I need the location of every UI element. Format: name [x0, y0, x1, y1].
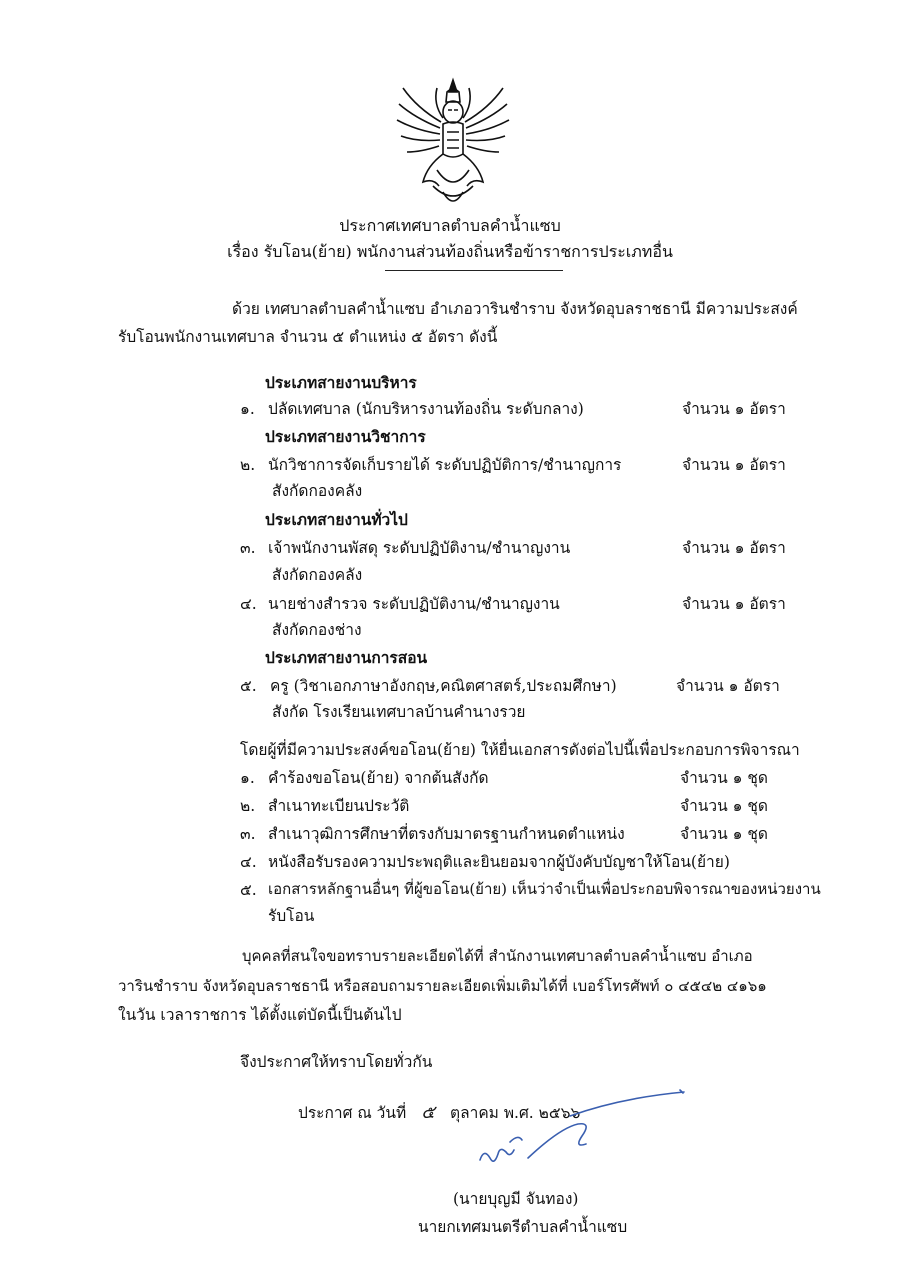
document-quantity: จำนวน ๑ ชุด [680, 825, 768, 843]
position-title: ครู (วิชาเอกภาษาอังกฤษ,คณิตศาสตร์,ประถมศึกษา) [270, 677, 617, 695]
position-title: ปลัดเทศบาล (นักบริหารงานท้องถิ่น ระดับกลาง) [268, 400, 584, 418]
document-number: ๓. [240, 825, 256, 843]
intro-line-2: รับโอนพนักงานเทศบาล จำนวน ๕ ตำแหน่ง ๕ อัตรา ดังนี้ [118, 328, 498, 346]
announcement-title: ประกาศเทศบาลตำบลคำน้ำแซบ [339, 216, 561, 235]
document-number: ๒. [240, 797, 256, 815]
closing-statement: จึงประกาศให้ทราบโดยทั่วกัน [240, 1053, 433, 1071]
contact-line-1: บุคคลที่สนใจขอทราบรายละเอียดได้ที่ สำนักงานเทศบาลตำบลคำน้ำแซบ อำเภอ [242, 947, 753, 965]
document-number: ๕. [240, 881, 257, 899]
document-number: ๔. [240, 853, 257, 871]
category-admin: ประเภทสายงานบริหาร [265, 373, 417, 392]
date-day-handwritten: ๕ [421, 1102, 435, 1123]
position-number: ๔. [240, 595, 257, 613]
title-divider [385, 270, 563, 271]
position-title: นายช่างสำรวจ ระดับปฏิบัติงาน/ชำนาญงาน [268, 595, 560, 613]
position-quantity: จำนวน ๑ อัตรา [682, 539, 786, 557]
position-quantity: จำนวน ๑ อัตรา [682, 400, 786, 418]
document-quantity: จำนวน ๑ ชุด [680, 797, 768, 815]
document-text: คำร้องขอโอน(ย้าย) จากต้นสังกัด [268, 769, 489, 787]
document-text-continued: รับโอน [268, 907, 315, 925]
category-general: ประเภทสายงานทั่วไป [265, 510, 408, 529]
document-text: เอกสารหลักฐานอื่นๆ ที่ผู้ขอโอน(ย้าย) เห็นว่าจำเป็นเพื่อประกอบพิจารณาของหน่วยงาน [268, 880, 821, 898]
position-number: ๕. [240, 677, 257, 695]
category-teaching: ประเภทสายงานการสอน [265, 648, 428, 667]
position-quantity: จำนวน ๑ อัตรา [682, 595, 786, 613]
position-number: ๓. [240, 539, 256, 557]
position-department: สังกัดกองคลัง [272, 482, 363, 500]
intro-line-1: ด้วย เทศบาลตำบลคำน้ำแซบ อำเภอวารินชำราบ จังหวัดอุบลราชธานี มีความประสงค์ [232, 300, 798, 318]
position-title: นักวิชาการจัดเก็บรายได้ ระดับปฏิบัติการ/ชำนาญการ [268, 456, 622, 474]
contact-line-2: วารินชำราบ จังหวัดอุบลราชธานี หรือสอบถามรายละเอียดเพิ่มเติมได้ที่ เบอร์โทรศัพท์ ๐ ๔๕๔๒ ๔๑๖๑ [118, 977, 767, 995]
document-text: สำเนาวุฒิการศึกษาที่ตรงกับมาตรฐานกำหนดตำแหน่ง [268, 825, 625, 843]
announcement-subject: เรื่อง รับโอน(ย้าย) พนักงานส่วนท้องถิ่นหรือข้าราชการประเภทอื่น [227, 242, 673, 261]
position-department: สังกัดกองคลัง [272, 566, 363, 584]
position-quantity: จำนวน ๑ อัตรา [682, 456, 786, 474]
signatory-name: (นายบุญมี จันทอง) [453, 1190, 579, 1208]
document-text: หนังสือรับรองความประพฤติและยินยอมจากผู้บังคับบัญชาให้โอน(ย้าย) [268, 853, 730, 871]
documents-intro: โดยผู้ที่มีความประสงค์ขอโอน(ย้าย) ให้ยื่นเอกสารดังต่อไปนี้เพื่อประกอบการพิจารณา [240, 741, 800, 759]
position-department: สังกัด โรงเรียนเทศบาลบ้านคำนางรวย [272, 703, 526, 721]
position-number: ๑. [240, 400, 255, 418]
category-academic: ประเภทสายงานวิชาการ [265, 427, 426, 446]
signatory-position: นายกเทศมนตรีตำบลคำน้ำแซบ [418, 1218, 628, 1236]
document-quantity: จำนวน ๑ ชุด [680, 769, 768, 787]
date-prefix: ประกาศ ณ วันที่ [298, 1104, 407, 1122]
date-rest: ตุลาคม พ.ศ. ๒๕๖๖ [450, 1104, 581, 1122]
garuda-emblem-icon [393, 74, 513, 212]
position-title: เจ้าพนักงานพัสดุ ระดับปฏิบัติงาน/ชำนาญงาน [268, 539, 571, 557]
contact-line-3: ในวัน เวลาราชการ ได้ตั้งแต่บัดนี้เป็นต้นไป [118, 1006, 402, 1024]
position-department: สังกัดกองช่าง [272, 621, 362, 639]
position-number: ๒. [240, 456, 256, 474]
position-quantity: จำนวน ๑ อัตรา [676, 677, 780, 695]
signature-icon [470, 1088, 710, 1188]
document-text: สำเนาทะเบียนประวัติ [268, 797, 410, 815]
document-number: ๑. [240, 769, 255, 787]
